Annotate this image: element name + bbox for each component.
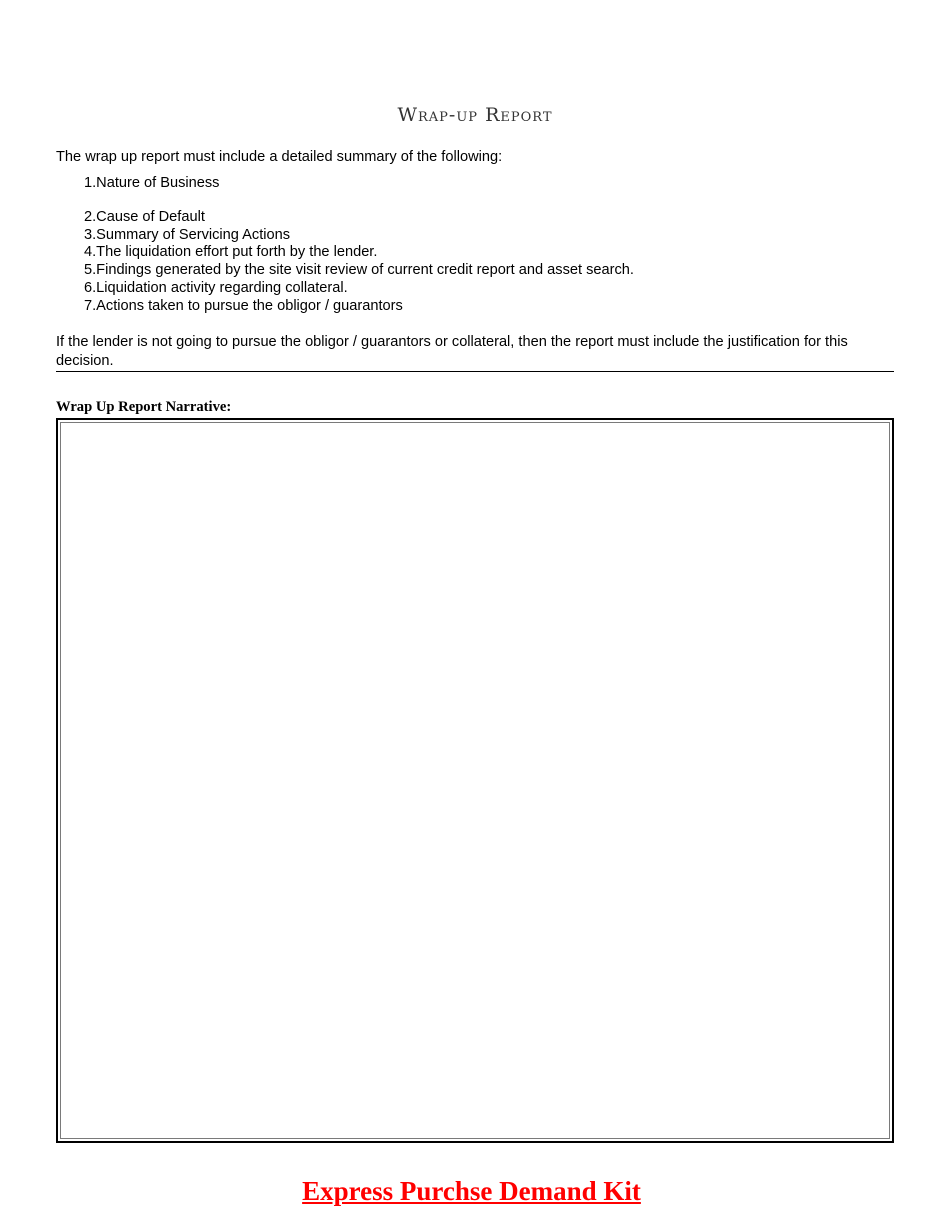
justification-note: If the lender is not going to pursue the obligor / guarantors or collateral, then the report must include the justification for this decision. <box>56 334 848 369</box>
list-item: 7.Actions taken to pursue the obligor / guarantors <box>84 297 403 314</box>
list-item: 5.Findings generated by the site visit review of current credit report and asset search. <box>84 262 634 279</box>
narrative-field-frame <box>56 418 894 1143</box>
divider <box>56 371 894 372</box>
list-item: 2.Cause of Default <box>84 208 205 225</box>
page-title: Wrap-up Report <box>397 104 553 126</box>
requirements-list <box>84 175 634 316</box>
list-item: 4.The liquidation effort put forth by the lender. <box>84 244 378 261</box>
narrative-label: Wrap Up Report Narrative: <box>56 399 232 415</box>
narrative-field[interactable] <box>60 422 890 1139</box>
list-item: 1.Nature of Business <box>84 175 220 191</box>
list-item: 3.Summary of Servicing Actions <box>84 226 291 243</box>
intro-text: The wrap up report must include a detailed summary of the following: <box>56 149 503 165</box>
express-purchase-demand-kit-link[interactable]: Express Purchse Demand Kit <box>302 1176 641 1206</box>
list-item: 6.Liquidation activity regarding collateral. <box>84 279 348 296</box>
